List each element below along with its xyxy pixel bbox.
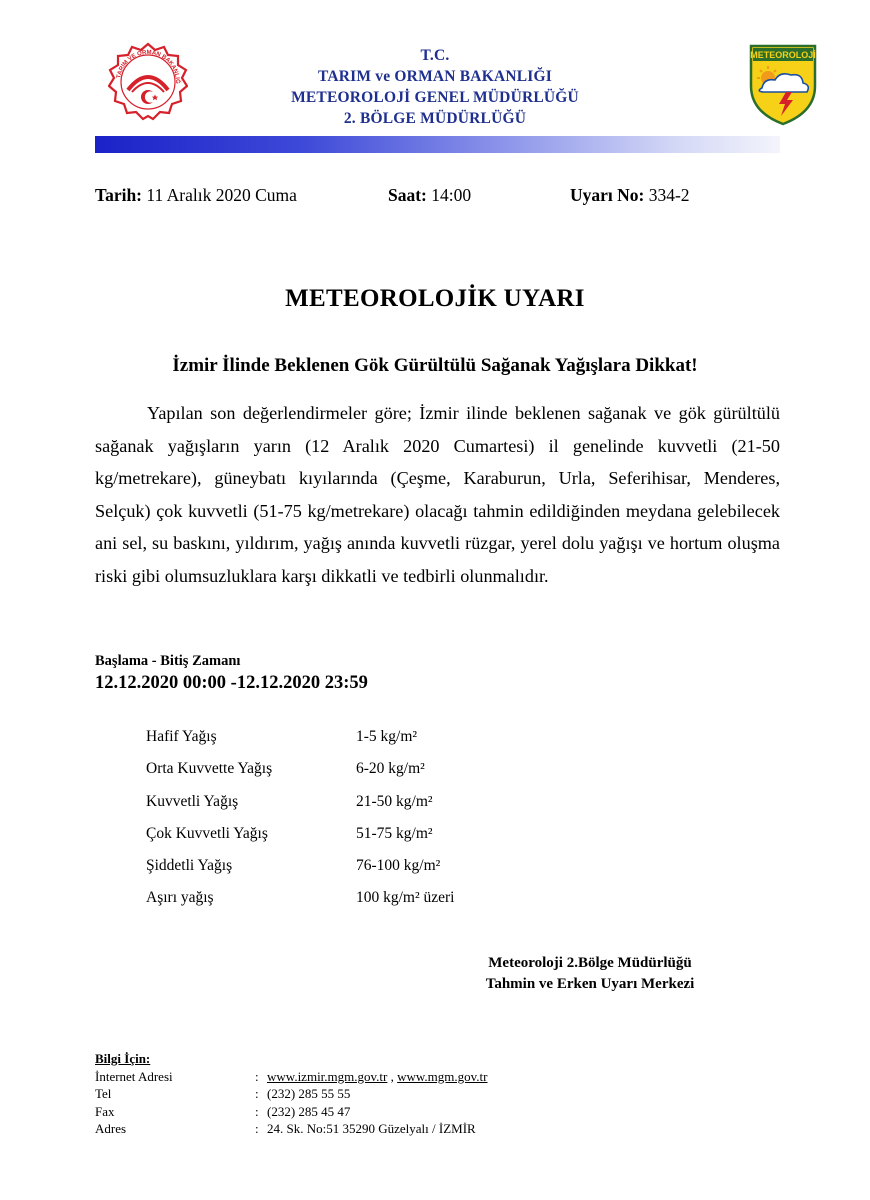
header-tc: T.C. [420,47,450,64]
rain-amount: 6-20 kg/m² [356,760,425,778]
contact-info-title: Bilgi İçin: [95,1051,151,1066]
rain-category: Hafif Yağış [146,728,217,745]
rain-category: Şiddetli Yağış [146,857,233,875]
table-row [146,889,566,921]
rain-amount: 100 kg/m² üzeri [356,889,455,907]
period-value: 12.12.2020 00:00 -12.12.2020 23:59 [95,673,368,693]
warning-number-label: Uyarı No: [570,185,645,205]
table-row [146,793,566,825]
period-label: Başlama - Bitiş Zamanı [95,653,241,669]
internet-label: İnternet Adresi [95,1068,173,1084]
list-item [95,1085,695,1103]
mgm-link[interactable]: www.mgm.gov.tr [397,1068,488,1084]
date-label: Tarih: [95,185,143,205]
warning-subtitle: İzmir İlinde Beklenen Gök Gürültülü Sağanak Yağışlara Dikkat! [172,355,698,376]
rain-amount: 1-5 kg/m² [356,728,418,745]
time-value: 14:00 [431,185,472,205]
warning-body [95,397,780,592]
warning-body-text: Yapılan son değerlendirmeler göre; İzmir ilinde beklenen sağanak ve gök gürültülü sağanak yağışların yarın (12 Aralık 2020 Cumartesi) il genelinde kuvvetli (21-50 kg/metrekare), güneybatı kıyılarında (Çeşme, Karaburun, Urla, Seferihisar, Menderes, Selçuk) çok kuvvetli (51-75 kg/metrekare) olacağı tahmin edildiğinden meydana gelebilecek ani sel, su baskını, yıldırım, yağış anında kuvvetli rüzgar, yerel dolu yağışı ve hortum oluşma riski gibi olumsuzluklara karşı dikkatli ve tedbirli olunmalıdır. [95,403,780,586]
rain-category: Aşırı yağış [146,889,214,907]
signature-office: Meteoroloji 2.Bölge Müdürlüğü [488,955,692,971]
date-value: 11 Aralık 2020 Cuma [146,185,297,205]
rain-amount: 51-75 kg/m² [356,824,433,842]
rain-category: Orta Kuvvette Yağış [146,760,273,778]
signature-center: Tahmin ve Erken Uyarı Merkezi [485,976,695,992]
izmir-mgm-link[interactable]: www.izmir.mgm.gov.tr [267,1068,388,1084]
logo-text: METEOROLOJİ [750,50,816,60]
table-row [146,728,566,760]
rain-category: Kuvvetli Yağış [146,792,239,810]
warning-number-field [570,185,690,206]
tel-value: (232) 285 55 55 [267,1086,351,1101]
list-item [95,1103,695,1121]
contact-info [95,1050,695,1138]
header-directorate: METEOROLOJİ GENEL MÜDÜRLÜĞÜ [291,89,579,106]
link-separator: , [390,1068,394,1084]
fax-label: Fax [95,1103,115,1119]
separator: : [255,1086,259,1101]
separator: : [255,1121,259,1136]
header-region: 2. BÖLGE MÜDÜRLÜĞÜ [343,110,527,127]
list-item [95,1120,695,1138]
table-row [146,760,566,792]
table-row [146,857,566,889]
separator: : [255,1103,259,1119]
time-field [388,185,471,206]
logo-arc-text: TARIM VE ORMAN BAKANLIĞ [116,49,181,84]
header-gradient-bar [95,136,780,153]
rain-scale-table [146,728,566,922]
list-item [95,1068,695,1086]
page-title: METEOROLOJİK UYARI [285,285,585,312]
rain-amount: 76-100 kg/m² [356,857,441,875]
address-label: Adres [95,1121,127,1136]
rain-category: Çok Kuvvetli Yağış [146,824,268,842]
date-field [95,185,297,206]
table-row [146,825,566,857]
separator: : [255,1068,259,1084]
warning-number-value: 334-2 [648,185,690,205]
rain-amount: 21-50 kg/m² [356,792,433,810]
header-ministry: TARIM ve ORMAN BAKANLIĞI [318,68,552,85]
fax-value: (232) 285 45 47 [267,1103,351,1119]
time-label: Saat: [388,185,427,205]
address-value: 24. Sk. No:51 35290 Güzelyalı / İZMİR [267,1121,476,1136]
tel-label: Tel [95,1086,112,1101]
